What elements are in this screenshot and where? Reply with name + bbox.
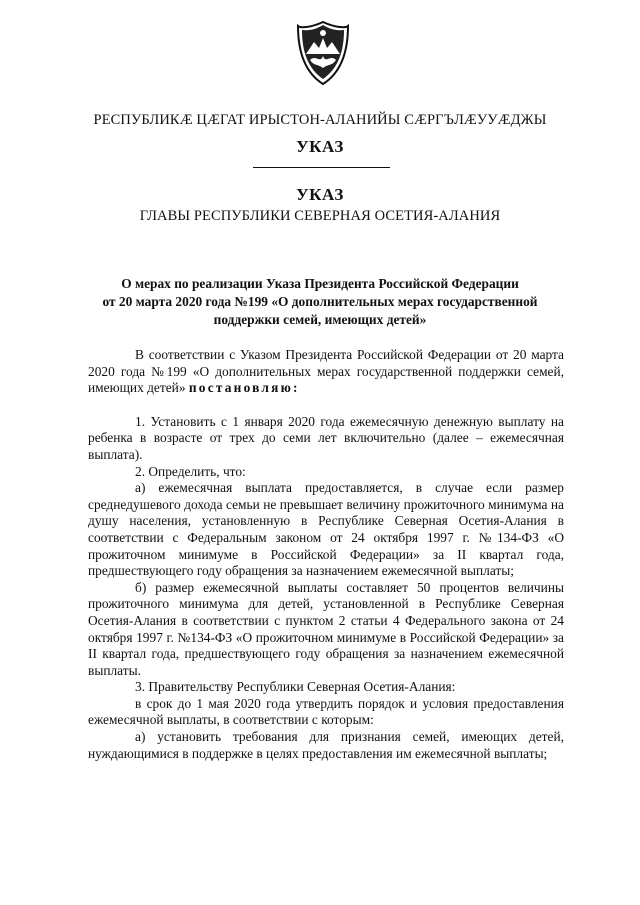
paragraph-1: 1. Установить с 1 января 2020 года ежемесячную денежную выплату на ребенка в возрасте от трех до семи лет включительно (далее – ежемесячная выплата). [88,413,564,462]
head-title: ГЛАВЫ РЕСПУБЛИКИ СЕВЕРНАЯ ОСЕТИЯ-АЛАНИЯ [139,208,501,224]
decree-body [88,347,564,762]
subject-line-3: поддержки семей, имеющих детей» [213,312,427,327]
republic-name: РЕСПУБЛИКӔ ЦӔГАТ ИРЫСТОН-АЛАНИЙЫ СӔРГЪЛӔУУӔДЖЫ [93,112,547,128]
paragraph-3: 3. Правительству Республики Северная Осетия-Алания: [135,679,456,695]
paragraph-3a: а) установить требования для признания семей, имеющих детей, нуждающимися в поддержке в целях предоставления им ежемесячной выплаты; [88,729,564,761]
subject-line-1: О мерах по реализации Указа Президента Российской Федерации [121,276,519,291]
paragraph-3-lead: в срок до 1 мая 2020 года утвердить порядок и условия предоставления ежемесячной выплаты, в соответствии с которым: [88,695,564,728]
header-divider [253,167,390,168]
paragraph-2: 2. Определить, что: [135,463,246,479]
subject-line-2: от 20 марта 2020 года №199 «О дополнительных мерах государственной [102,294,538,309]
intro-paragraph [88,347,564,397]
paragraph-2b: б) размер ежемесячной выплаты составляет 50 процентов величины прожиточного минимума для детей, установленной в Республике Северная Осетия-Алания в соответствии с пунктом 2 статьи 4 Федерального закона от 24 октября 1997 г. №134-ФЗ «О прожиточном минимуме в Российской Федерации» за II квартал года, предшествующего году обращения за назначением ежемесячной выплаты. [88,579,564,678]
ukaz-heading-ossetian: УКАЗ [296,137,344,156]
decree-subject [88,275,552,329]
intro-text: В соответствии с Указом Президента Российской Федерации от 20 марта 2020 года №199 «О дополнительных мерах государственной поддержки семей, имеющих детей» [88,347,564,396]
coat-of-arms-icon [296,20,350,86]
ukaz-heading: УКАЗ [296,185,344,204]
decree-word: постановляю: [188,380,300,396]
paragraph-2a: а) ежемесячная выплата предоставляется, в случае если размер среднедушевого дохода семьи не превышает величину прожиточного минимума на душу населения, установленную в Республике Северная Осетия-Алания в соответствии с Федеральным законом от 24 октября 1997 г. №134-ФЗ «О прожиточном минимуме в Российской Федерации» за II квартал года, предшествующего году обращения за назначением ежемесячной выплаты; [88,480,564,579]
